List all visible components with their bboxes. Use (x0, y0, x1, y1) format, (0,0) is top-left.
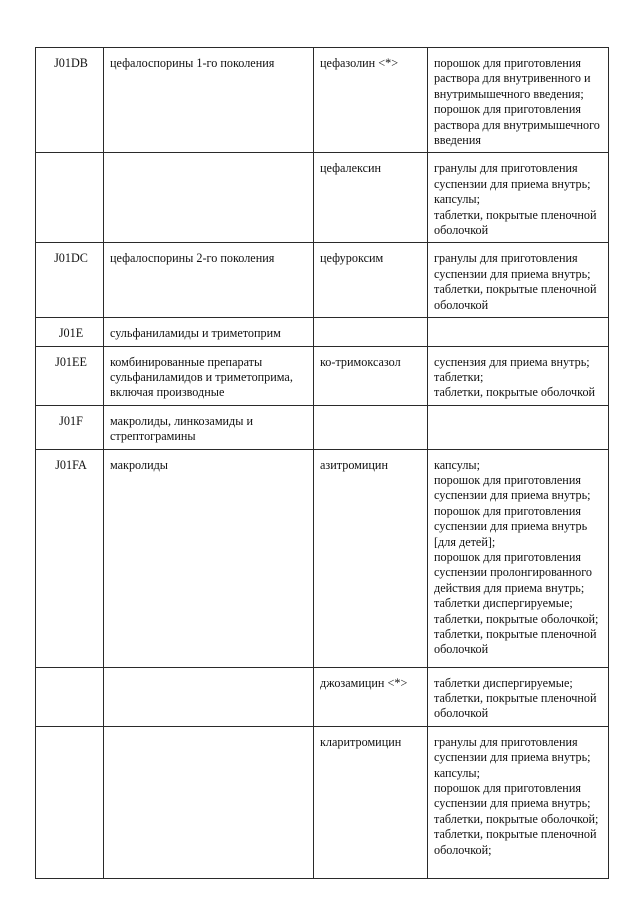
dosage-form-cell: порошок для приготовления раствора для внутривенного и внутримышечного введения; порошок для приготовления раствора для внутримышечного введения (428, 48, 609, 153)
drug-name-cell (314, 318, 428, 346)
drug-name-cell: кларитромицин (314, 726, 428, 878)
group-cell (104, 153, 314, 243)
drug-name-cell: джозамицин <*> (314, 667, 428, 726)
drug-name-cell: цефуроксим (314, 243, 428, 318)
dosage-form-cell (428, 405, 609, 449)
table-row (36, 48, 609, 153)
atc-code-cell: J01FA (36, 449, 104, 667)
table-row (36, 153, 609, 243)
atc-code-cell (36, 153, 104, 243)
dosage-form-cell: гранулы для приготовления суспензии для приема внутрь; таблетки, покрытые пленочной оболочкой (428, 243, 609, 318)
atc-code-cell: J01DC (36, 243, 104, 318)
table-row (36, 726, 609, 878)
drug-name-cell: цефалексин (314, 153, 428, 243)
dosage-form-cell: гранулы для приготовления суспензии для приема внутрь; капсулы; порошок для приготовления суспензии для приема внутрь; таблетки, покрытые оболочкой; таблетки, покрытые пленочной оболочкой; (428, 726, 609, 878)
group-cell: цефалоспорины 2-го поколения (104, 243, 314, 318)
atc-code-cell: J01DB (36, 48, 104, 153)
drug-name-cell: азитромицин (314, 449, 428, 667)
atc-code-cell (36, 726, 104, 878)
dosage-form-cell: гранулы для приготовления суспензии для приема внутрь; капсулы; таблетки, покрытые пленочной оболочкой (428, 153, 609, 243)
table-row (36, 318, 609, 346)
drug-name-cell: цефазолин <*> (314, 48, 428, 153)
dosage-form-cell: суспензия для приема внутрь; таблетки; таблетки, покрытые оболочкой (428, 346, 609, 405)
drug-name-cell: ко-тримоксазол (314, 346, 428, 405)
group-cell: цефалоспорины 1-го поколения (104, 48, 314, 153)
group-cell: макролиды, линкозамиды и стрептограмины (104, 405, 314, 449)
drug-name-cell (314, 405, 428, 449)
dosage-form-cell: капсулы; порошок для приготовления суспензии для приема внутрь; порошок для приготовления суспензии для приема внутрь [для детей]; порошок для приготовления суспензии пролонгированного действия для приема внутрь; таблетки диспергируемые; таблетки, покрытые оболочкой; таблетки, покрытые пленочной оболочкой (428, 449, 609, 667)
medication-table (35, 47, 609, 879)
table-row (36, 667, 609, 726)
group-cell: комбинированные препараты сульфаниламидов и триметоприма, включая производные (104, 346, 314, 405)
table-row (36, 405, 609, 449)
group-cell: макролиды (104, 449, 314, 667)
atc-code-cell: J01F (36, 405, 104, 449)
group-cell (104, 726, 314, 878)
group-cell (104, 667, 314, 726)
table-row (36, 449, 609, 667)
dosage-form-cell (428, 318, 609, 346)
atc-code-cell: J01EE (36, 346, 104, 405)
group-cell: сульфаниламиды и триметоприм (104, 318, 314, 346)
dosage-form-cell: таблетки диспергируемые; таблетки, покрытые пленочной оболочкой (428, 667, 609, 726)
atc-code-cell (36, 667, 104, 726)
table-row (36, 346, 609, 405)
atc-code-cell: J01E (36, 318, 104, 346)
table-row (36, 243, 609, 318)
